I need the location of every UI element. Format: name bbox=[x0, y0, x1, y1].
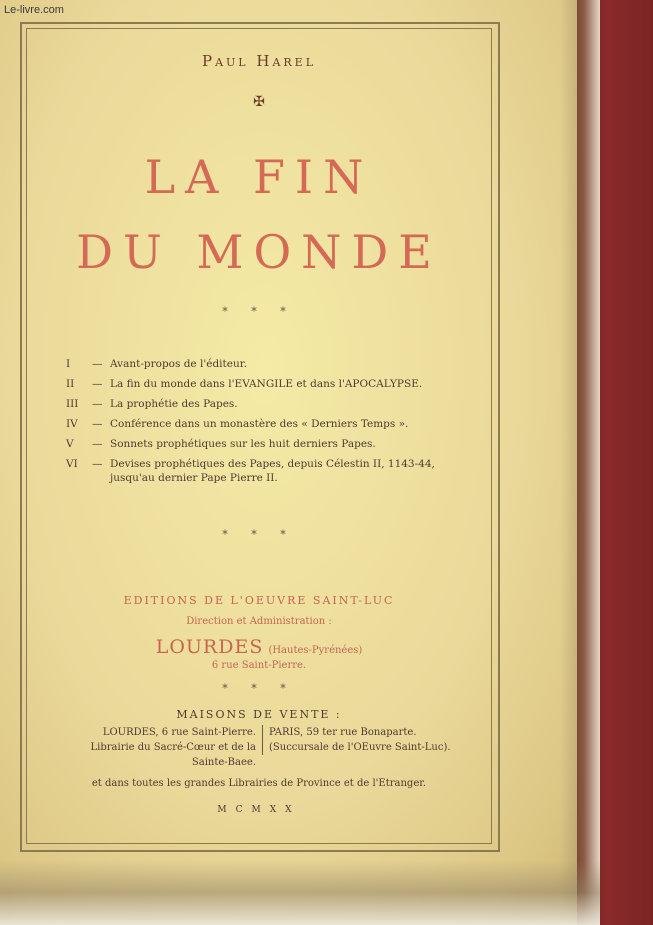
sales-address-lourdes: LOURDES, 6 rue Saint-Pierre. Librairie du Sacré-Cœur et de la Sainte-Baee. bbox=[90, 727, 256, 768]
table-of-contents bbox=[66, 357, 476, 491]
sales-address-paris: PARIS, 59 ter rue Bonaparte. (Succursale de l'OEuvre Saint-Luc). bbox=[262, 725, 459, 755]
toc-number: IV bbox=[66, 418, 78, 430]
separator-3: * * * bbox=[222, 682, 296, 695]
toc-text: Avant-propos de l'éditeur. bbox=[110, 358, 247, 370]
separator-1: * * * bbox=[222, 305, 296, 318]
publisher-city-line bbox=[28, 636, 490, 658]
toc-text: La fin du monde dans l'EVANGILE et dans l'APOCALYPSE. bbox=[110, 378, 423, 390]
publisher-city: LOURDES bbox=[155, 636, 264, 658]
page-edge-bottom bbox=[0, 860, 600, 925]
toc-item bbox=[66, 357, 476, 371]
toc-dash: — bbox=[92, 438, 103, 450]
toc-number: V bbox=[66, 438, 74, 450]
publication-year: MCMXX bbox=[217, 805, 301, 815]
toc-text: Conférence dans un monastère des « Derniers Temps ». bbox=[110, 418, 409, 430]
toc-dash: — bbox=[92, 458, 103, 470]
page-edge-right bbox=[560, 0, 600, 925]
toc-item bbox=[66, 457, 476, 485]
watermark: Le-livre.com bbox=[4, 4, 64, 16]
toc-text: Sonnets prophétiques sur les huit derniers Papes. bbox=[110, 438, 376, 450]
toc-item bbox=[66, 377, 476, 391]
toc-number: VI bbox=[66, 458, 78, 470]
publisher-direction: Direction et Administration : bbox=[186, 616, 332, 627]
toc-text: Devises prophétiques des Papes, depuis Célestin II, 1143-44, jusqu'au dernier Pape Pierre II. bbox=[110, 458, 435, 484]
toc-text: La prophétie des Papes. bbox=[110, 398, 238, 410]
title-line-1: LA FIN bbox=[144, 150, 374, 204]
toc-dash: — bbox=[92, 398, 103, 410]
publisher-region: (Hautes-Pyrénées) bbox=[268, 645, 363, 656]
toc-item bbox=[66, 397, 476, 411]
cross-ornament: ✠ bbox=[253, 94, 265, 110]
toc-dash: — bbox=[92, 418, 103, 430]
title-line-2: DU MONDE bbox=[76, 225, 442, 279]
publisher-name: EDITIONS DE L'OEUVRE SAINT-LUC bbox=[123, 594, 395, 607]
toc-number: II bbox=[66, 378, 75, 390]
sales-footer: et dans toutes les grandes Librairies de Province et de l'Etranger. bbox=[91, 778, 427, 789]
toc-number: III bbox=[66, 398, 79, 410]
sales-heading: MAISONS DE VENTE : bbox=[176, 708, 342, 721]
toc-dash: — bbox=[92, 378, 103, 390]
author-name: Paul Harel bbox=[201, 52, 317, 70]
toc-item bbox=[66, 437, 476, 451]
publisher-street: 6 rue Saint-Pierre. bbox=[211, 660, 307, 671]
toc-number: I bbox=[66, 358, 71, 370]
separator-2: * * * bbox=[222, 528, 296, 541]
toc-item bbox=[66, 417, 476, 431]
toc-dash: — bbox=[92, 358, 103, 370]
